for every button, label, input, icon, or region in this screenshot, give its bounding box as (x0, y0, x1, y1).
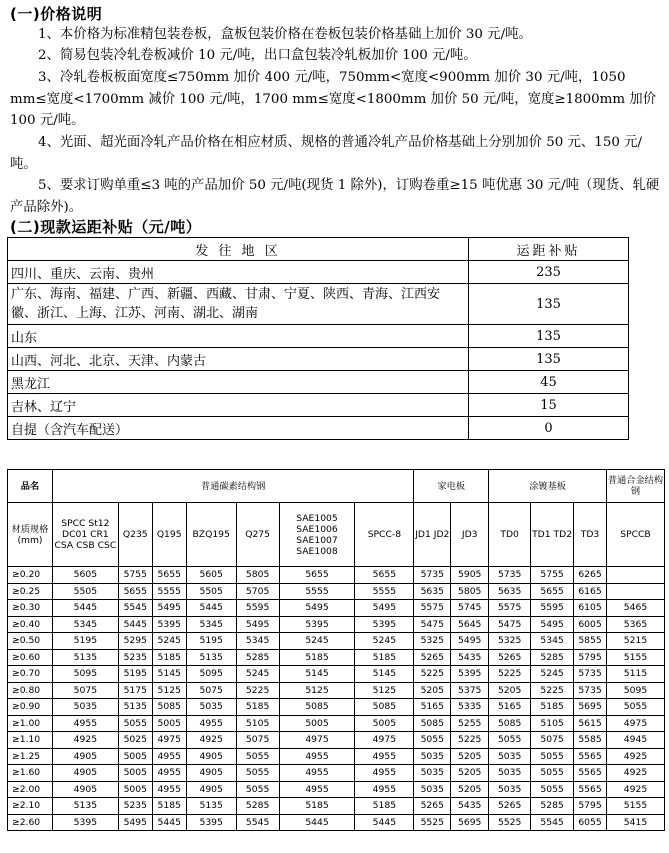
price-cell: 5235 (118, 798, 152, 815)
spec-cell: ≥2.60 (8, 814, 53, 831)
price-cell: 5265 (414, 649, 451, 666)
region-cell: 广东、海南、福建、广西、新疆、西藏、甘肃、宁夏、陕西、青海、江西安徽、浙江、上海、江苏、河南、湖北、湖南 (8, 284, 469, 325)
table-row (8, 616, 665, 633)
price-note-5: 5、要求订购单重≤3 吨的产品加价 50 元/吨(现货 1 除外)，订购卷重≥15 吨优惠 30 元/吨（现货、轧硬产品除外)。 (10, 178, 660, 215)
price-cell: 5155 (606, 649, 664, 666)
price-cell: 5445 (279, 814, 355, 831)
price-cell: 5035 (414, 748, 451, 765)
price-cell: 5265 (414, 798, 451, 815)
price-cell: 6165 (574, 583, 607, 600)
price-cell: 4955 (152, 748, 186, 765)
spec-cell: ≥1.60 (8, 765, 53, 782)
price-cell: 5475 (489, 616, 531, 633)
group-alloy-steel: 普通合金结构钢 (606, 470, 664, 503)
price-cell: 5335 (451, 699, 489, 716)
price-cell: 4955 (355, 781, 414, 798)
price-cell: 4975 (279, 732, 355, 749)
price-cell: 5555 (152, 583, 186, 600)
price-cell: 5555 (355, 583, 414, 600)
price-cell: 5125 (355, 682, 414, 699)
price-cell: 5055 (236, 781, 279, 798)
price-cell: 5575 (414, 600, 451, 617)
price-cell: 5445 (118, 616, 152, 633)
price-cell: 5325 (414, 633, 451, 650)
price-cell: 5635 (489, 583, 531, 600)
price-cell: 5395 (52, 814, 118, 831)
price-cell: 5035 (414, 781, 451, 798)
price-notes-title: (一)价格说明 (10, 5, 103, 23)
price-cell: 4905 (186, 748, 236, 765)
price-cell: 5195 (52, 633, 118, 650)
price-cell: 5345 (186, 616, 236, 633)
table-row (8, 261, 629, 284)
price-cell: 5505 (186, 583, 236, 600)
price-cell: 5265 (489, 649, 531, 666)
table-row (8, 798, 665, 815)
price-cell: 5445 (355, 814, 414, 831)
price-cell: 5145 (279, 666, 355, 683)
table-row (8, 682, 665, 699)
price-cell: 5655 (355, 567, 414, 584)
price-cell: 5635 (414, 583, 451, 600)
price-cell: 4925 (606, 765, 664, 782)
price-cell: 5325 (489, 633, 531, 650)
price-cell: 5555 (279, 583, 355, 600)
price-cell: 5655 (152, 567, 186, 584)
price-cell: 4925 (606, 781, 664, 798)
price-cell: 5055 (236, 748, 279, 765)
price-cell: 5245 (355, 633, 414, 650)
price-cell: 4975 (152, 732, 186, 749)
price-cell: 5075 (186, 682, 236, 699)
price-cell: 5745 (451, 600, 489, 617)
price-note-1: 1、本价格为标准精包装卷板，盒板包装价格在卷板包装价格基础上加价 30 元/吨。 (38, 27, 532, 42)
price-cell: 5035 (186, 699, 236, 716)
price-cell: 6265 (574, 567, 607, 584)
price-cell: 5285 (531, 798, 574, 815)
price-cell: 5655 (531, 583, 574, 600)
price-cell: 5465 (606, 600, 664, 617)
price-cell: 5005 (118, 765, 152, 782)
price-cell: 5245 (236, 666, 279, 683)
price-cell: 5005 (152, 715, 186, 732)
price-cell: 5795 (574, 649, 607, 666)
price-cell: 4955 (152, 765, 186, 782)
price-cell: 5205 (451, 748, 489, 765)
price-cell: 5295 (118, 633, 152, 650)
price-cell: 5005 (279, 715, 355, 732)
price-cell: 5645 (451, 616, 489, 633)
price-cell: 4955 (279, 765, 355, 782)
price-cell: 5445 (52, 600, 118, 617)
price-header-groups (8, 470, 665, 503)
price-cell: 5545 (118, 600, 152, 617)
table-row (8, 649, 665, 666)
table-row (8, 567, 665, 584)
spec-cell: ≥0.25 (8, 583, 53, 600)
subsidy-cell: 135 (469, 348, 629, 371)
price-cell: 4955 (186, 715, 236, 732)
price-cell: 5085 (355, 699, 414, 716)
price-cell: 5475 (414, 616, 451, 633)
spec-cell: ≥0.30 (8, 600, 53, 617)
spec-cell: ≥1.25 (8, 748, 53, 765)
price-cell: 5125 (279, 682, 355, 699)
price-cell: 5135 (186, 798, 236, 815)
price-cell: 5185 (152, 798, 186, 815)
price-cell: 5225 (414, 666, 451, 683)
header-spec: 材质规格(mm) (8, 503, 53, 567)
price-cell: 5185 (152, 649, 186, 666)
price-header-columns (8, 503, 665, 567)
price-cell: 5135 (186, 649, 236, 666)
price-cell: 5855 (574, 633, 607, 650)
price-cell: 5185 (355, 798, 414, 815)
column-header: SPCCB (606, 503, 664, 567)
price-cell: 5095 (606, 682, 664, 699)
price-cell: 5195 (186, 633, 236, 650)
price-cell: 5705 (236, 583, 279, 600)
price-cell: 5085 (279, 699, 355, 716)
price-cell: 5105 (531, 715, 574, 732)
subsidy-cell: 45 (469, 371, 629, 394)
spec-cell: ≥1.00 (8, 715, 53, 732)
header-product: 品名 (8, 470, 53, 503)
price-cell: 4925 (52, 732, 118, 749)
price-cell: 6055 (574, 814, 607, 831)
price-cell: 5735 (489, 567, 531, 584)
table-header-row (8, 238, 629, 261)
price-cell: 5595 (236, 600, 279, 617)
table-row (8, 394, 629, 417)
spec-cell: ≥2.00 (8, 781, 53, 798)
price-cell: 5755 (118, 567, 152, 584)
price-cell: 5145 (152, 666, 186, 683)
subsidy-cell: 135 (469, 325, 629, 348)
price-cell: 5245 (152, 633, 186, 650)
price-cell: 5055 (236, 765, 279, 782)
price-cell: 5395 (279, 616, 355, 633)
subsidy-cell: 0 (469, 417, 629, 440)
price-cell: 5395 (186, 814, 236, 831)
spec-cell: ≥0.60 (8, 649, 53, 666)
price-cell: 5285 (236, 649, 279, 666)
price-cell: 5145 (355, 666, 414, 683)
price-cell: 5095 (186, 666, 236, 683)
column-header: SPCC-8 (355, 503, 414, 567)
table-row (8, 699, 665, 716)
spec-cell: ≥0.50 (8, 633, 53, 650)
price-cell: 4955 (355, 748, 414, 765)
price-cell: 5565 (574, 765, 607, 782)
column-header: Q275 (236, 503, 279, 567)
price-cell: 5135 (118, 699, 152, 716)
price-cell: 5055 (118, 715, 152, 732)
price-cell: 5505 (52, 583, 118, 600)
price-cell: 5165 (414, 699, 451, 716)
price-cell (606, 567, 664, 584)
price-cell: 5565 (574, 781, 607, 798)
group-coating-base: 涂镀基板 (489, 470, 607, 503)
table-row (8, 325, 629, 348)
price-note-3: 3、冷轧卷板板面宽度≤750mm 加价 400 元/吨，750mm<宽度<900mm 加价 30 元/吨，1050 mm≤宽度<1700mm 减价 100 元/吨，1700 mm≤宽度<1800mm 加价 50 元/吨，宽度≥1800mm 加价 100 元/吨。 (10, 70, 657, 128)
spec-cell: ≥0.20 (8, 567, 53, 584)
price-cell: 5495 (118, 814, 152, 831)
price-cell: 5205 (451, 765, 489, 782)
price-cell: 5735 (574, 682, 607, 699)
price-cell: 5615 (574, 715, 607, 732)
price-cell: 6105 (574, 600, 607, 617)
price-note-2: 2、简易包装冷轧卷板减价 10 元/吨，出口盒包装冷轧板加价 100 元/吨。 (38, 48, 477, 63)
price-cell: 4975 (355, 732, 414, 749)
price-cell: 5225 (531, 682, 574, 699)
price-cell: 5185 (236, 699, 279, 716)
price-cell: 5345 (52, 616, 118, 633)
price-cell: 4955 (279, 748, 355, 765)
price-cell: 5035 (52, 699, 118, 716)
spec-cell: ≥0.40 (8, 616, 53, 633)
group-carbon-steel: 普通碳素结构钢 (52, 470, 413, 503)
price-cell: 5035 (414, 765, 451, 782)
price-cell: 5185 (531, 699, 574, 716)
price-cell: 5205 (451, 781, 489, 798)
price-cell: 5605 (52, 567, 118, 584)
price-cell: 5025 (118, 732, 152, 749)
column-header: TD3 (574, 503, 607, 567)
price-cell: 5415 (606, 814, 664, 831)
price-cell: 5545 (236, 814, 279, 831)
price-table (7, 469, 665, 831)
price-cell: 5285 (531, 649, 574, 666)
price-cell: 5235 (118, 649, 152, 666)
subsidy-cell: 235 (469, 261, 629, 284)
price-cell: 5085 (152, 699, 186, 716)
price-cell: 5285 (236, 798, 279, 815)
price-cell: 5495 (236, 616, 279, 633)
price-cell: 4905 (52, 748, 118, 765)
column-header: JD3 (451, 503, 489, 567)
price-cell: 4955 (152, 781, 186, 798)
price-cell: 5205 (414, 682, 451, 699)
price-cell: 5185 (355, 649, 414, 666)
price-cell: 5395 (451, 666, 489, 683)
price-cell: 5075 (236, 732, 279, 749)
price-cell: 5165 (489, 699, 531, 716)
spec-cell: ≥0.80 (8, 682, 53, 699)
price-cell: 4905 (186, 765, 236, 782)
price-cell: 4955 (355, 765, 414, 782)
price-note-4: 4、光面、超光面冷轧产品价格在相应材质、规格的普通冷轧产品价格基础上分别加价 50 元、150 元/吨。 (10, 135, 643, 172)
table-row (8, 814, 665, 831)
price-cell: 5175 (118, 682, 152, 699)
region-cell: 山西、河北、北京、天津、内蒙古 (8, 348, 469, 371)
table-row (8, 583, 665, 600)
price-cell: 5245 (531, 666, 574, 683)
price-cell: 5075 (531, 732, 574, 749)
price-cell: 5005 (355, 715, 414, 732)
price-cell: 5395 (355, 616, 414, 633)
price-cell: 5435 (451, 649, 489, 666)
table-row (8, 748, 665, 765)
price-cell: 5005 (118, 748, 152, 765)
price-cell: 5345 (531, 633, 574, 650)
spec-cell: ≥1.10 (8, 732, 53, 749)
price-cell: 5035 (489, 781, 531, 798)
price-cell: 5055 (414, 732, 451, 749)
price-cell: 4925 (186, 732, 236, 749)
price-cell: 5055 (531, 781, 574, 798)
price-cell: 4955 (279, 781, 355, 798)
price-cell: 5495 (451, 633, 489, 650)
price-cell: 5055 (531, 765, 574, 782)
price-cell: 5225 (451, 732, 489, 749)
price-cell: 5805 (236, 567, 279, 584)
table-row (8, 284, 629, 325)
price-cell: 5655 (279, 567, 355, 584)
header-subsidy: 运距补贴 (469, 238, 629, 261)
column-header: SPCC St12 DC01 CR1 CSA CSB CSC (52, 503, 118, 567)
price-cell: 5125 (152, 682, 186, 699)
price-cell: 5055 (489, 732, 531, 749)
price-cell: 5545 (531, 814, 574, 831)
price-cell: 5735 (414, 567, 451, 584)
price-cell: 5905 (451, 567, 489, 584)
price-cell: 5085 (489, 715, 531, 732)
table-row (8, 600, 665, 617)
price-cell: 5365 (606, 616, 664, 633)
price-cell: 5095 (52, 666, 118, 683)
price-cell: 4945 (606, 732, 664, 749)
price-cell: 5135 (52, 798, 118, 815)
table-row (8, 781, 665, 798)
price-cell: 5495 (279, 600, 355, 617)
table-row (8, 765, 665, 782)
price-cell: 5755 (531, 567, 574, 584)
column-header: Q235 (118, 503, 152, 567)
price-cell: 5565 (574, 748, 607, 765)
column-header: TD1 TD2 (531, 503, 574, 567)
price-cell: 4975 (606, 715, 664, 732)
price-cell: 4905 (186, 781, 236, 798)
price-cell: 5395 (152, 616, 186, 633)
price-cell: 5135 (52, 649, 118, 666)
price-cell: 5795 (574, 798, 607, 815)
table-row (8, 417, 629, 440)
price-cell: 5005 (118, 781, 152, 798)
price-cell: 5525 (414, 814, 451, 831)
price-cell: 5445 (152, 814, 186, 831)
price-cell: 5155 (606, 798, 664, 815)
region-cell: 四川、重庆、云南、贵州 (8, 261, 469, 284)
price-cell: 5225 (236, 682, 279, 699)
spec-cell: ≥0.70 (8, 666, 53, 683)
price-cell: 5055 (606, 699, 664, 716)
column-header: Q195 (152, 503, 186, 567)
region-cell: 自提（含汽车配送） (8, 417, 469, 440)
table-row (8, 715, 665, 732)
column-header: TD0 (489, 503, 531, 567)
price-cell: 5085 (414, 715, 451, 732)
price-cell: 5495 (531, 616, 574, 633)
price-cell: 5035 (489, 748, 531, 765)
table-row (8, 371, 629, 394)
price-cell: 5805 (451, 583, 489, 600)
price-cell: 5585 (574, 732, 607, 749)
price-cell: 5215 (606, 633, 664, 650)
price-cell: 5245 (279, 633, 355, 650)
price-cell: 5265 (489, 798, 531, 815)
price-cell: 5255 (451, 715, 489, 732)
price-cell: 5225 (489, 666, 531, 683)
price-cell: 5735 (574, 666, 607, 683)
price-cell: 5035 (489, 765, 531, 782)
price-cell: 5445 (186, 600, 236, 617)
price-cell: 5195 (118, 666, 152, 683)
group-appliance: 家电板 (414, 470, 489, 503)
price-cell: 5055 (531, 748, 574, 765)
price-cell: 5435 (451, 798, 489, 815)
price-cell: 4905 (52, 765, 118, 782)
price-cell: 5495 (152, 600, 186, 617)
price-cell: 4955 (52, 715, 118, 732)
column-header: JD1 JD2 (414, 503, 451, 567)
price-cell: 5695 (574, 699, 607, 716)
table-row (8, 732, 665, 749)
price-cell: 4925 (606, 748, 664, 765)
price-cell: 5105 (236, 715, 279, 732)
price-cell: 5575 (489, 600, 531, 617)
price-cell: 5655 (118, 583, 152, 600)
price-cell (606, 583, 664, 600)
column-header: SAE1005 SAE1006 SAE1007 SAE1008 (279, 503, 355, 567)
subsidy-cell: 135 (469, 284, 629, 325)
price-cell: 5495 (355, 600, 414, 617)
price-cell: 5345 (236, 633, 279, 650)
freight-subsidy-title: (二)现款运距补贴（元/吨） (10, 218, 202, 236)
price-cell: 5375 (451, 682, 489, 699)
column-header: BZQ195 (186, 503, 236, 567)
table-row (8, 348, 629, 371)
price-cell: 5205 (489, 682, 531, 699)
header-region: 发 往 地 区 (8, 238, 469, 261)
price-cell: 5605 (186, 567, 236, 584)
region-cell: 吉林、辽宁 (8, 394, 469, 417)
freight-subsidy-table (7, 237, 629, 440)
price-cell: 5695 (451, 814, 489, 831)
table-row (8, 633, 665, 650)
subsidy-cell: 15 (469, 394, 629, 417)
table-row (8, 666, 665, 683)
region-cell: 黑龙江 (8, 371, 469, 394)
price-cell: 5185 (279, 649, 355, 666)
region-cell: 山东 (8, 325, 469, 348)
price-cell: 5075 (52, 682, 118, 699)
price-cell: 4905 (52, 781, 118, 798)
spec-cell: ≥2.10 (8, 798, 53, 815)
price-cell: 5185 (279, 798, 355, 815)
price-cell: 5525 (489, 814, 531, 831)
spec-cell: ≥0.90 (8, 699, 53, 716)
price-cell: 5595 (531, 600, 574, 617)
price-cell: 5115 (606, 666, 664, 683)
price-cell: 6005 (574, 616, 607, 633)
